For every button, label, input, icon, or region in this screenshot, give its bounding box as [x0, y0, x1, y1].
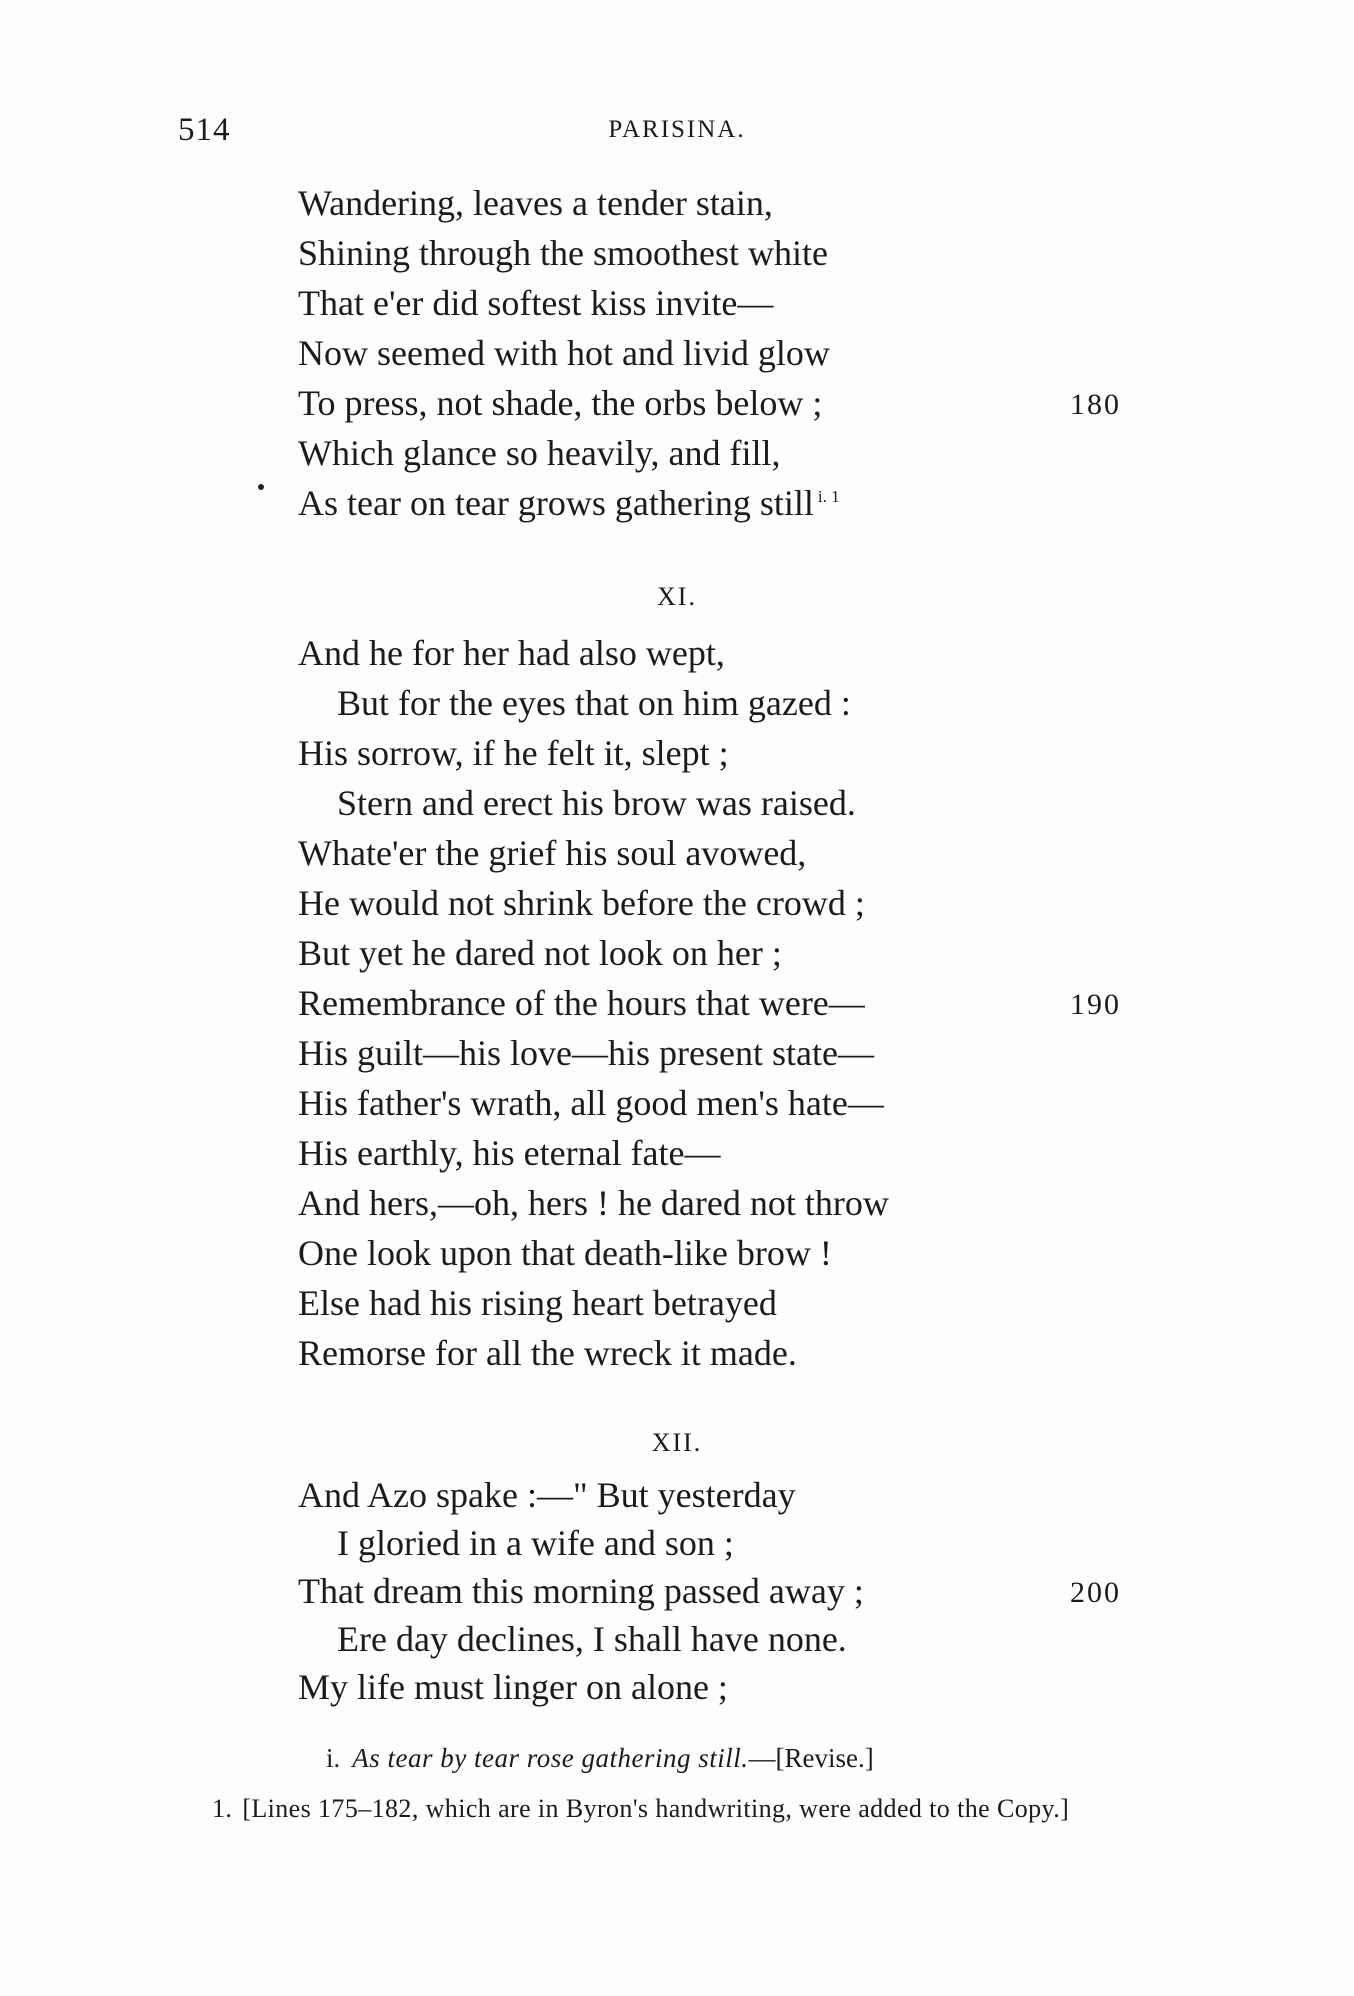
verse-line: Else had his rising heart betrayed [298, 1283, 777, 1323]
editorial-footnote [172, 1792, 1132, 1825]
verse-line: Wandering, leaves a tender stain, [298, 183, 773, 223]
verse-line: My life must linger on alone ; [298, 1667, 728, 1707]
page-number: 514 [178, 112, 231, 148]
verse-line: And hers,—oh, hers ! he dared not throw [298, 1183, 889, 1223]
verse-line: His earthly, his eternal fate— [298, 1133, 721, 1173]
ink-speck [258, 484, 264, 490]
verse-line: But yet he dared not look on her ; [298, 933, 782, 973]
variant-footnote [326, 1740, 874, 1776]
verse-line: That e'er did softest kiss invite— [298, 283, 774, 323]
verse-line: His father's wrath, all good men's hate— [298, 1083, 884, 1123]
verse-line: Remorse for all the wreck it made. [298, 1333, 797, 1373]
line-number: 200 [1070, 1576, 1121, 1609]
verse-line: His sorrow, if he felt it, slept ; [298, 733, 729, 773]
verse-line: Stern and erect his brow was raised. [337, 783, 856, 823]
verse-line: That dream this morning passed away ; [298, 1571, 864, 1611]
variant-reading: As tear by tear rose gathering still. [352, 1743, 749, 1773]
verse-line: Whate'er the grief his soul avowed, [298, 833, 807, 873]
verse-line-text: As tear on tear grows gathering still [298, 483, 814, 523]
footnote-mark: i. [326, 1743, 341, 1773]
line-number: 180 [1070, 388, 1121, 421]
footnote-reference: i. 1 [817, 487, 840, 506]
footnote-text: [Lines 175–182, which are in Byron's handwriting, were added to the Copy.] [242, 1794, 1070, 1823]
verse-line: His guilt—his love—his present state— [298, 1033, 874, 1073]
verse-line: Which glance so heavily, and fill, [298, 433, 781, 473]
verse-line: To press, not shade, the orbs below ; [298, 383, 823, 423]
verse-line: Now seemed with hot and livid glow [298, 333, 830, 373]
verse-line: He would not shrink before the crowd ; [298, 883, 865, 923]
verse-line: I gloried in a wife and son ; [337, 1523, 734, 1563]
verse-line: Shining through the smoothest white [298, 233, 828, 273]
verse-line: Remembrance of the hours that were— [298, 983, 865, 1023]
verse-line [298, 482, 840, 524]
verse-line: And he for her had also wept, [298, 633, 725, 673]
section-heading-xii: XII. [651, 1428, 703, 1457]
line-number: 190 [1070, 988, 1121, 1021]
page-header [0, 112, 1354, 152]
variant-source: —[Revise.] [748, 1743, 874, 1773]
footnote-mark: 1. [212, 1794, 233, 1823]
verse-line: And Azo spake :—" But yesterday [298, 1475, 796, 1515]
running-title: PARISINA. [608, 116, 746, 143]
section-heading-xi: XI. [657, 582, 697, 611]
verse-line: One look upon that death-like brow ! [298, 1233, 832, 1273]
verse-line: Ere day declines, I shall have none. [337, 1619, 847, 1659]
verse-line: But for the eyes that on him gazed : [337, 683, 851, 723]
